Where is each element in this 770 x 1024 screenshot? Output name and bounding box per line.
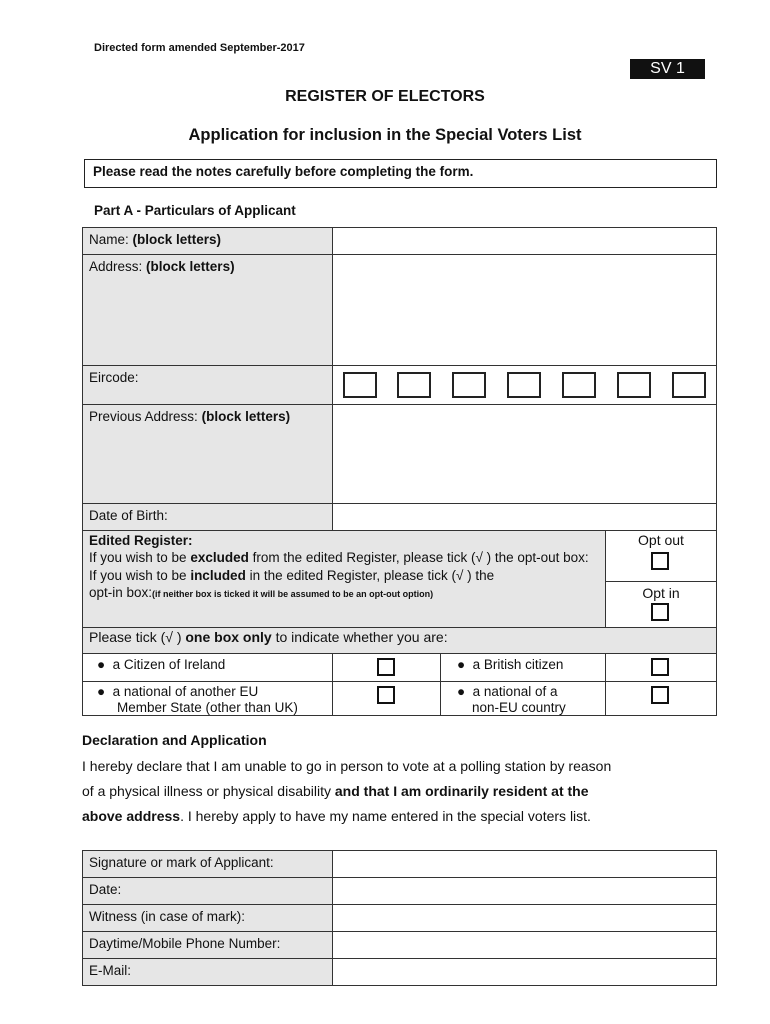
name-label: Name:: [89, 232, 129, 247]
status-option-ireland-cell: [82, 653, 333, 682]
witness-label-cell: [82, 904, 333, 932]
status-option-noneu-label: a national of a: [472, 684, 558, 699]
signature-label: Signature or mark of Applicant:: [89, 855, 274, 870]
exclude-instruction: [89, 549, 589, 566]
ireland-checkbox-cell: [332, 653, 441, 682]
eircode-field: [332, 365, 717, 405]
status-option-ireland: ● a Citizen of Ireland: [97, 657, 226, 672]
eu-checkbox[interactable]: [377, 686, 395, 704]
opt-in-checkbox[interactable]: [651, 603, 669, 621]
status-prompt-cell: [82, 627, 717, 654]
address-hint: (block letters): [146, 259, 235, 274]
opt-out-label: Opt out: [638, 532, 684, 548]
witness-label: Witness (in case of mark):: [89, 909, 246, 924]
date-label: Date:: [89, 882, 122, 897]
include-text-post: in the edited Register, please tick (√ ) the: [245, 568, 495, 583]
include-instruction: [89, 567, 605, 584]
opt-in-cell: [605, 581, 717, 628]
eircode-char-box[interactable]: [343, 372, 377, 398]
edited-register-cell: [82, 530, 606, 628]
status-option-british-cell: [440, 653, 606, 682]
status-option-noneu-cell: [440, 681, 606, 716]
eircode-char-box[interactable]: [507, 372, 541, 398]
signature-label-cell: [82, 850, 333, 878]
declaration-line-3-post: . I hereby apply to have my name entered in the special voters list.: [180, 808, 591, 824]
british-checkbox[interactable]: [651, 658, 669, 676]
form-code-badge: SV 1: [630, 59, 705, 79]
exclude-text-post: from the edited Register, please tick (√ ) the opt-out box:: [248, 550, 589, 565]
phone-field[interactable]: [332, 931, 717, 959]
eircode-char-box[interactable]: [562, 372, 596, 398]
eircode-char-box[interactable]: [617, 372, 651, 398]
name-hint: (block letters): [132, 232, 222, 247]
status-option-ireland-label: a Citizen of Ireland: [112, 657, 226, 672]
status-option-eu-label: a national of another EU: [112, 684, 259, 699]
noneu-checkbox[interactable]: [651, 686, 669, 704]
ireland-checkbox[interactable]: [377, 658, 395, 676]
witness-field[interactable]: [332, 904, 717, 932]
email-label: E-Mail:: [89, 963, 132, 978]
declaration-line-2: [82, 783, 589, 799]
declaration-line-3: [82, 808, 591, 824]
name-label-cell: [82, 227, 333, 255]
eircode-char-box[interactable]: [452, 372, 486, 398]
include-note: (if neither box is ticked it will be assumed to be an opt-out option): [152, 589, 434, 599]
status-prompt-bold: one box only: [185, 629, 272, 645]
prev-address-hint: (block letters): [201, 409, 291, 424]
eircode-label-cell: [82, 365, 333, 405]
date-field[interactable]: [332, 877, 717, 905]
status-option-eu-line2: Member State (other than UK): [117, 700, 298, 715]
instructions-notice: Please read the notes carefully before completing the form.: [84, 159, 717, 188]
include-text-pre: If you wish to be: [89, 568, 191, 583]
eircode-char-box[interactable]: [672, 372, 706, 398]
opt-in-label: Opt in: [642, 585, 680, 601]
declaration-line-2-bold: and that I am ordinarily resident at the: [334, 783, 589, 799]
eu-checkbox-cell: [332, 681, 441, 716]
address-label: Address:: [89, 259, 143, 274]
status-option-british: ● a British citizen: [457, 657, 564, 672]
status-option-eu-cell: [82, 681, 333, 716]
page-subtitle: Application for inclusion in the Special Voters List: [188, 126, 582, 144]
signature-field[interactable]: [332, 850, 717, 878]
opt-out-cell: [605, 530, 717, 582]
dob-label-cell: [82, 503, 333, 531]
form-amendment-note: Directed form amended September-2017: [94, 42, 305, 54]
date-label-cell: [82, 877, 333, 905]
declaration-heading: Declaration and Application: [82, 732, 267, 748]
status-prompt-pre: Please tick (√ ): [89, 629, 186, 645]
prev-address-label: Previous Address:: [89, 409, 198, 424]
include-text-bold: included: [190, 568, 246, 583]
edited-register-heading: Edited Register:: [89, 533, 193, 548]
include-instruction-line2: [89, 584, 605, 603]
status-option-british-label: a British citizen: [472, 657, 564, 672]
exclude-text-bold: excluded: [190, 550, 249, 565]
include-text-line2: opt-in box:: [89, 585, 153, 600]
phone-label-cell: [82, 931, 333, 959]
status-option-noneu: ● a national of a: [457, 684, 558, 699]
status-option-noneu-line2: non-EU country: [472, 700, 566, 715]
address-field[interactable]: [332, 254, 717, 366]
british-checkbox-cell: [605, 653, 717, 682]
exclude-text-pre: If you wish to be: [89, 550, 191, 565]
status-option-eu: ● a national of another EU: [97, 684, 259, 699]
address-label-cell: [82, 254, 333, 366]
eircode-label: Eircode:: [89, 370, 139, 385]
name-field[interactable]: [332, 227, 717, 255]
declaration-line-3-bold: above address: [82, 808, 181, 824]
noneu-checkbox-cell: [605, 681, 717, 716]
email-label-cell: [82, 958, 333, 986]
declaration-line-1: I hereby declare that I am unable to go in person to vote at a polling station by reason: [82, 758, 612, 774]
page-title: REGISTER OF ELECTORS: [285, 88, 485, 105]
opt-out-checkbox[interactable]: [651, 552, 669, 570]
dob-field[interactable]: [332, 503, 717, 531]
email-field[interactable]: [332, 958, 717, 986]
prev-address-label-cell: [82, 404, 333, 504]
part-a-heading: Part A - Particulars of Applicant: [94, 203, 296, 218]
phone-label: Daytime/Mobile Phone Number:: [89, 936, 281, 951]
status-prompt-post: to indicate whether you are:: [271, 629, 448, 645]
eircode-char-box[interactable]: [397, 372, 431, 398]
declaration-line-2-pre: of a physical illness or physical disability: [82, 783, 335, 799]
dob-label: Date of Birth:: [89, 508, 168, 523]
prev-address-field[interactable]: [332, 404, 717, 504]
